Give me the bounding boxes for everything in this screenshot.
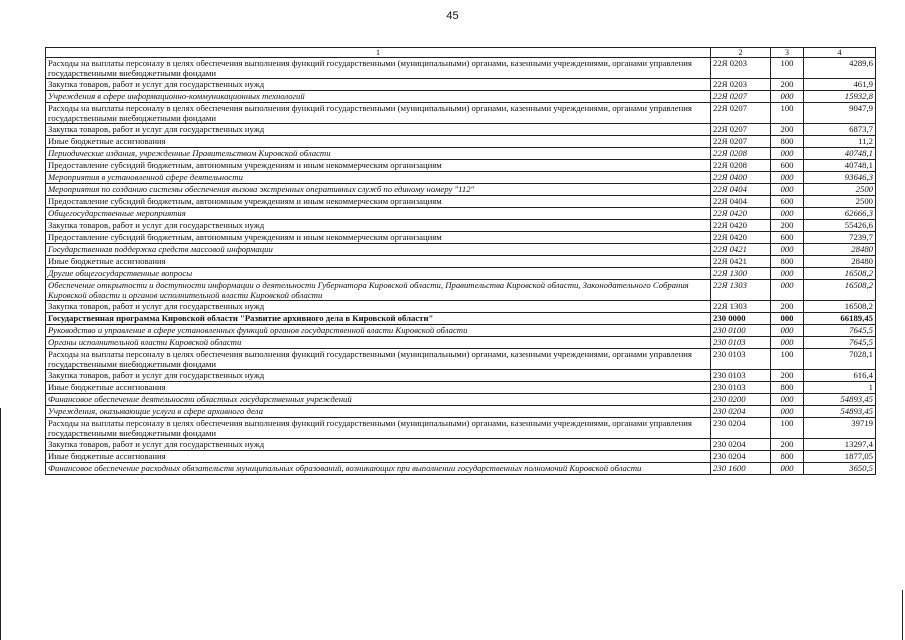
row-expense-type: 800 bbox=[771, 382, 804, 394]
row-expense-type: 100 bbox=[771, 418, 804, 439]
table-row bbox=[46, 280, 876, 301]
row-name: Государственная поддержка средств массовой информации bbox=[46, 244, 711, 256]
row-name: Финансовое обеспечение деятельности областных государственных учреждений bbox=[46, 394, 711, 406]
row-expense-type: 000 bbox=[771, 463, 804, 475]
row-amount: 461,9 bbox=[804, 79, 876, 91]
column-header: 1 bbox=[46, 48, 711, 58]
row-code: 22Я 0207 bbox=[711, 136, 771, 148]
row-expense-type: 200 bbox=[771, 79, 804, 91]
row-name: Иные бюджетные ассигнования bbox=[46, 136, 711, 148]
row-code: 230 0200 bbox=[711, 394, 771, 406]
row-name: Учреждения, оказывающие услуги в сфере архивного дела bbox=[46, 406, 711, 418]
row-expense-type: 100 bbox=[771, 349, 804, 370]
row-expense-type: 000 bbox=[771, 208, 804, 220]
margin-rule bbox=[902, 590, 903, 640]
table-row bbox=[46, 58, 876, 79]
row-name: Учреждения в сфере информационно-коммуникационных технологий bbox=[46, 91, 711, 103]
row-name: Предоставление субсидий бюджетным, автономным учреждениям и иным некоммерческим организациям bbox=[46, 232, 711, 244]
row-amount: 28480 bbox=[804, 256, 876, 268]
table-row bbox=[46, 406, 876, 418]
row-name: Финансовое обеспечение расходных обязательств муниципальных образований, возникающих при выполнении государственных полномочий Кировской области bbox=[46, 463, 711, 475]
row-code: 22Я 0421 bbox=[711, 256, 771, 268]
row-name: Иные бюджетные ассигнования bbox=[46, 382, 711, 394]
row-expense-type: 000 bbox=[771, 337, 804, 349]
row-amount: 54893,45 bbox=[804, 406, 876, 418]
row-expense-type: 200 bbox=[771, 370, 804, 382]
row-expense-type: 000 bbox=[771, 91, 804, 103]
row-amount: 616,4 bbox=[804, 370, 876, 382]
table-row bbox=[46, 313, 876, 325]
row-code: 22Я 0421 bbox=[711, 244, 771, 256]
row-amount: 1 bbox=[804, 382, 876, 394]
row-name: Другие общегосударственные вопросы bbox=[46, 268, 711, 280]
table-row bbox=[46, 268, 876, 280]
row-name: Закупка товаров, работ и услуг для государственных нужд bbox=[46, 124, 711, 136]
row-amount: 66189,45 bbox=[804, 313, 876, 325]
row-expense-type: 100 bbox=[771, 58, 804, 79]
row-amount: 16508,2 bbox=[804, 268, 876, 280]
row-amount: 40748,1 bbox=[804, 148, 876, 160]
row-code: 22Я 0420 bbox=[711, 208, 771, 220]
budget-table bbox=[45, 47, 876, 475]
row-amount: 7645,5 bbox=[804, 325, 876, 337]
row-name: Общегосударственные мероприятия bbox=[46, 208, 711, 220]
row-name: Закупка товаров, работ и услуг для государственных нужд bbox=[46, 79, 711, 91]
row-expense-type: 600 bbox=[771, 232, 804, 244]
row-expense-type: 200 bbox=[771, 301, 804, 313]
table-row bbox=[46, 244, 876, 256]
table-header-row bbox=[46, 48, 876, 58]
row-name: Мероприятия по созданию системы обеспечения вызова экстренных оперативных служб по единому номеру "112" bbox=[46, 184, 711, 196]
table-row bbox=[46, 91, 876, 103]
row-name: Расходы на выплаты персоналу в целях обеспечения выполнения функций государственными (муниципальными) органами, казенными учреждениями, органами управления государственными внебюджетными фондами bbox=[46, 58, 711, 79]
row-code: 230 0204 bbox=[711, 451, 771, 463]
row-amount: 3650,5 bbox=[804, 463, 876, 475]
row-name: Иные бюджетные ассигнования bbox=[46, 256, 711, 268]
table-row bbox=[46, 196, 876, 208]
table-row bbox=[46, 232, 876, 244]
row-expense-type: 000 bbox=[771, 244, 804, 256]
row-amount: 7239,7 bbox=[804, 232, 876, 244]
row-code: 22Я 1303 bbox=[711, 301, 771, 313]
row-code: 22Я 0208 bbox=[711, 160, 771, 172]
row-expense-type: 800 bbox=[771, 256, 804, 268]
row-code: 22Я 0203 bbox=[711, 79, 771, 91]
row-amount: 39719 bbox=[804, 418, 876, 439]
table-row bbox=[46, 337, 876, 349]
row-amount: 40748,1 bbox=[804, 160, 876, 172]
table-row bbox=[46, 463, 876, 475]
row-code: 230 0103 bbox=[711, 349, 771, 370]
row-code: 230 0204 bbox=[711, 406, 771, 418]
row-name: Закупка товаров, работ и услуг для государственных нужд bbox=[46, 439, 711, 451]
row-code: 22Я 0420 bbox=[711, 232, 771, 244]
table-row bbox=[46, 103, 876, 124]
row-expense-type: 000 bbox=[771, 172, 804, 184]
row-amount: 62666,3 bbox=[804, 208, 876, 220]
table-row bbox=[46, 301, 876, 313]
row-name: Государственная программа Кировской области "Развитие архивного дела в Кировской области" bbox=[46, 313, 711, 325]
row-name: Руководство и управление в сфере установленных функций органов государственной власти Кировской области bbox=[46, 325, 711, 337]
table-row bbox=[46, 394, 876, 406]
row-name: Обеспечение открытости и доступности информации о деятельности Губернатора Кировской области, Правительства Кировской области, Законодательного Собрания Кировской области и органов исполнительной власти Кировской области bbox=[46, 280, 711, 301]
row-code: 230 0000 bbox=[711, 313, 771, 325]
row-amount: 7028,1 bbox=[804, 349, 876, 370]
row-code: 230 0204 bbox=[711, 418, 771, 439]
row-expense-type: 800 bbox=[771, 451, 804, 463]
row-name: Иные бюджетные ассигнования bbox=[46, 451, 711, 463]
table-row bbox=[46, 220, 876, 232]
row-expense-type: 200 bbox=[771, 220, 804, 232]
row-code: 230 0103 bbox=[711, 370, 771, 382]
margin-rule bbox=[0, 408, 1, 640]
row-name: Предоставление субсидий бюджетным, автономным учреждениям и иным некоммерческим организациям bbox=[46, 160, 711, 172]
table-row bbox=[46, 418, 876, 439]
row-name: Органы исполнительной власти Кировской области bbox=[46, 337, 711, 349]
row-amount: 4289,6 bbox=[804, 58, 876, 79]
row-name: Расходы на выплаты персоналу в целях обеспечения выполнения функций государственными (муниципальными) органами, казенными учреждениями, органами управления государственными внебюджетными фондами bbox=[46, 349, 711, 370]
row-code: 22Я 0207 bbox=[711, 124, 771, 136]
row-expense-type: 000 bbox=[771, 406, 804, 418]
row-name: Закупка товаров, работ и услуг для государственных нужд bbox=[46, 301, 711, 313]
row-expense-type: 000 bbox=[771, 268, 804, 280]
row-code: 22Я 0207 bbox=[711, 103, 771, 124]
table-row bbox=[46, 325, 876, 337]
row-amount: 15932,8 bbox=[804, 91, 876, 103]
row-code: 22Я 0404 bbox=[711, 184, 771, 196]
row-expense-type: 000 bbox=[771, 280, 804, 301]
row-code: 230 0204 bbox=[711, 439, 771, 451]
row-amount: 6873,7 bbox=[804, 124, 876, 136]
row-expense-type: 600 bbox=[771, 196, 804, 208]
table-row bbox=[46, 382, 876, 394]
row-code: 22Я 0404 bbox=[711, 196, 771, 208]
table-row bbox=[46, 451, 876, 463]
row-expense-type: 600 bbox=[771, 160, 804, 172]
row-expense-type: 000 bbox=[771, 313, 804, 325]
table-row bbox=[46, 172, 876, 184]
row-code: 22Я 1303 bbox=[711, 280, 771, 301]
row-expense-type: 200 bbox=[771, 439, 804, 451]
row-amount: 2500 bbox=[804, 196, 876, 208]
row-expense-type: 200 bbox=[771, 124, 804, 136]
page-number: 45 bbox=[446, 10, 459, 22]
row-amount: 9047,9 bbox=[804, 103, 876, 124]
row-code: 22Я 0207 bbox=[711, 91, 771, 103]
row-code: 230 1600 bbox=[711, 463, 771, 475]
row-amount: 11,2 bbox=[804, 136, 876, 148]
row-code: 22Я 0400 bbox=[711, 172, 771, 184]
row-code: 22Я 1300 bbox=[711, 268, 771, 280]
row-expense-type: 000 bbox=[771, 325, 804, 337]
row-expense-type: 000 bbox=[771, 148, 804, 160]
table-row bbox=[46, 79, 876, 91]
column-header: 4 bbox=[804, 48, 876, 58]
table-row bbox=[46, 208, 876, 220]
table-row bbox=[46, 160, 876, 172]
row-amount: 1877,05 bbox=[804, 451, 876, 463]
row-amount: 54893,45 bbox=[804, 394, 876, 406]
row-name: Периодические издания, учрежденные Правительством Кировской области bbox=[46, 148, 711, 160]
row-amount: 93646,3 bbox=[804, 172, 876, 184]
row-amount: 28480 bbox=[804, 244, 876, 256]
row-code: 230 0103 bbox=[711, 337, 771, 349]
row-name: Мероприятия в установленной сфере деятельности bbox=[46, 172, 711, 184]
table-row bbox=[46, 184, 876, 196]
table-row bbox=[46, 136, 876, 148]
row-expense-type: 000 bbox=[771, 184, 804, 196]
row-name: Расходы на выплаты персоналу в целях обеспечения выполнения функций государственными (муниципальными) органами, казенными учреждениями, органами управления государственными внебюджетными фондами bbox=[46, 103, 711, 124]
row-amount: 2500 bbox=[804, 184, 876, 196]
row-code: 22Я 0208 bbox=[711, 148, 771, 160]
table-row bbox=[46, 349, 876, 370]
row-code: 230 0100 bbox=[711, 325, 771, 337]
table-row bbox=[46, 256, 876, 268]
row-name: Закупка товаров, работ и услуг для государственных нужд bbox=[46, 370, 711, 382]
row-name: Расходы на выплаты персоналу в целях обеспечения выполнения функций государственными (муниципальными) органами, казенными учреждениями, органами управления государственными внебюджетными фондами bbox=[46, 418, 711, 439]
row-expense-type: 800 bbox=[771, 136, 804, 148]
row-expense-type: 100 bbox=[771, 103, 804, 124]
row-expense-type: 000 bbox=[771, 394, 804, 406]
row-amount: 16508,2 bbox=[804, 301, 876, 313]
table-row bbox=[46, 148, 876, 160]
row-name: Предоставление субсидий бюджетным, автономным учреждениям и иным некоммерческим организациям bbox=[46, 196, 711, 208]
row-amount: 16508,2 bbox=[804, 280, 876, 301]
column-header: 3 bbox=[771, 48, 804, 58]
row-code: 22Я 0420 bbox=[711, 220, 771, 232]
row-amount: 55426,6 bbox=[804, 220, 876, 232]
row-name: Закупка товаров, работ и услуг для государственных нужд bbox=[46, 220, 711, 232]
column-header: 2 bbox=[711, 48, 771, 58]
table-row bbox=[46, 370, 876, 382]
row-code: 22Я 0203 bbox=[711, 58, 771, 79]
row-amount: 13297,4 bbox=[804, 439, 876, 451]
table-row bbox=[46, 439, 876, 451]
row-code: 230 0103 bbox=[711, 382, 771, 394]
row-amount: 7645,5 bbox=[804, 337, 876, 349]
table-row bbox=[46, 124, 876, 136]
